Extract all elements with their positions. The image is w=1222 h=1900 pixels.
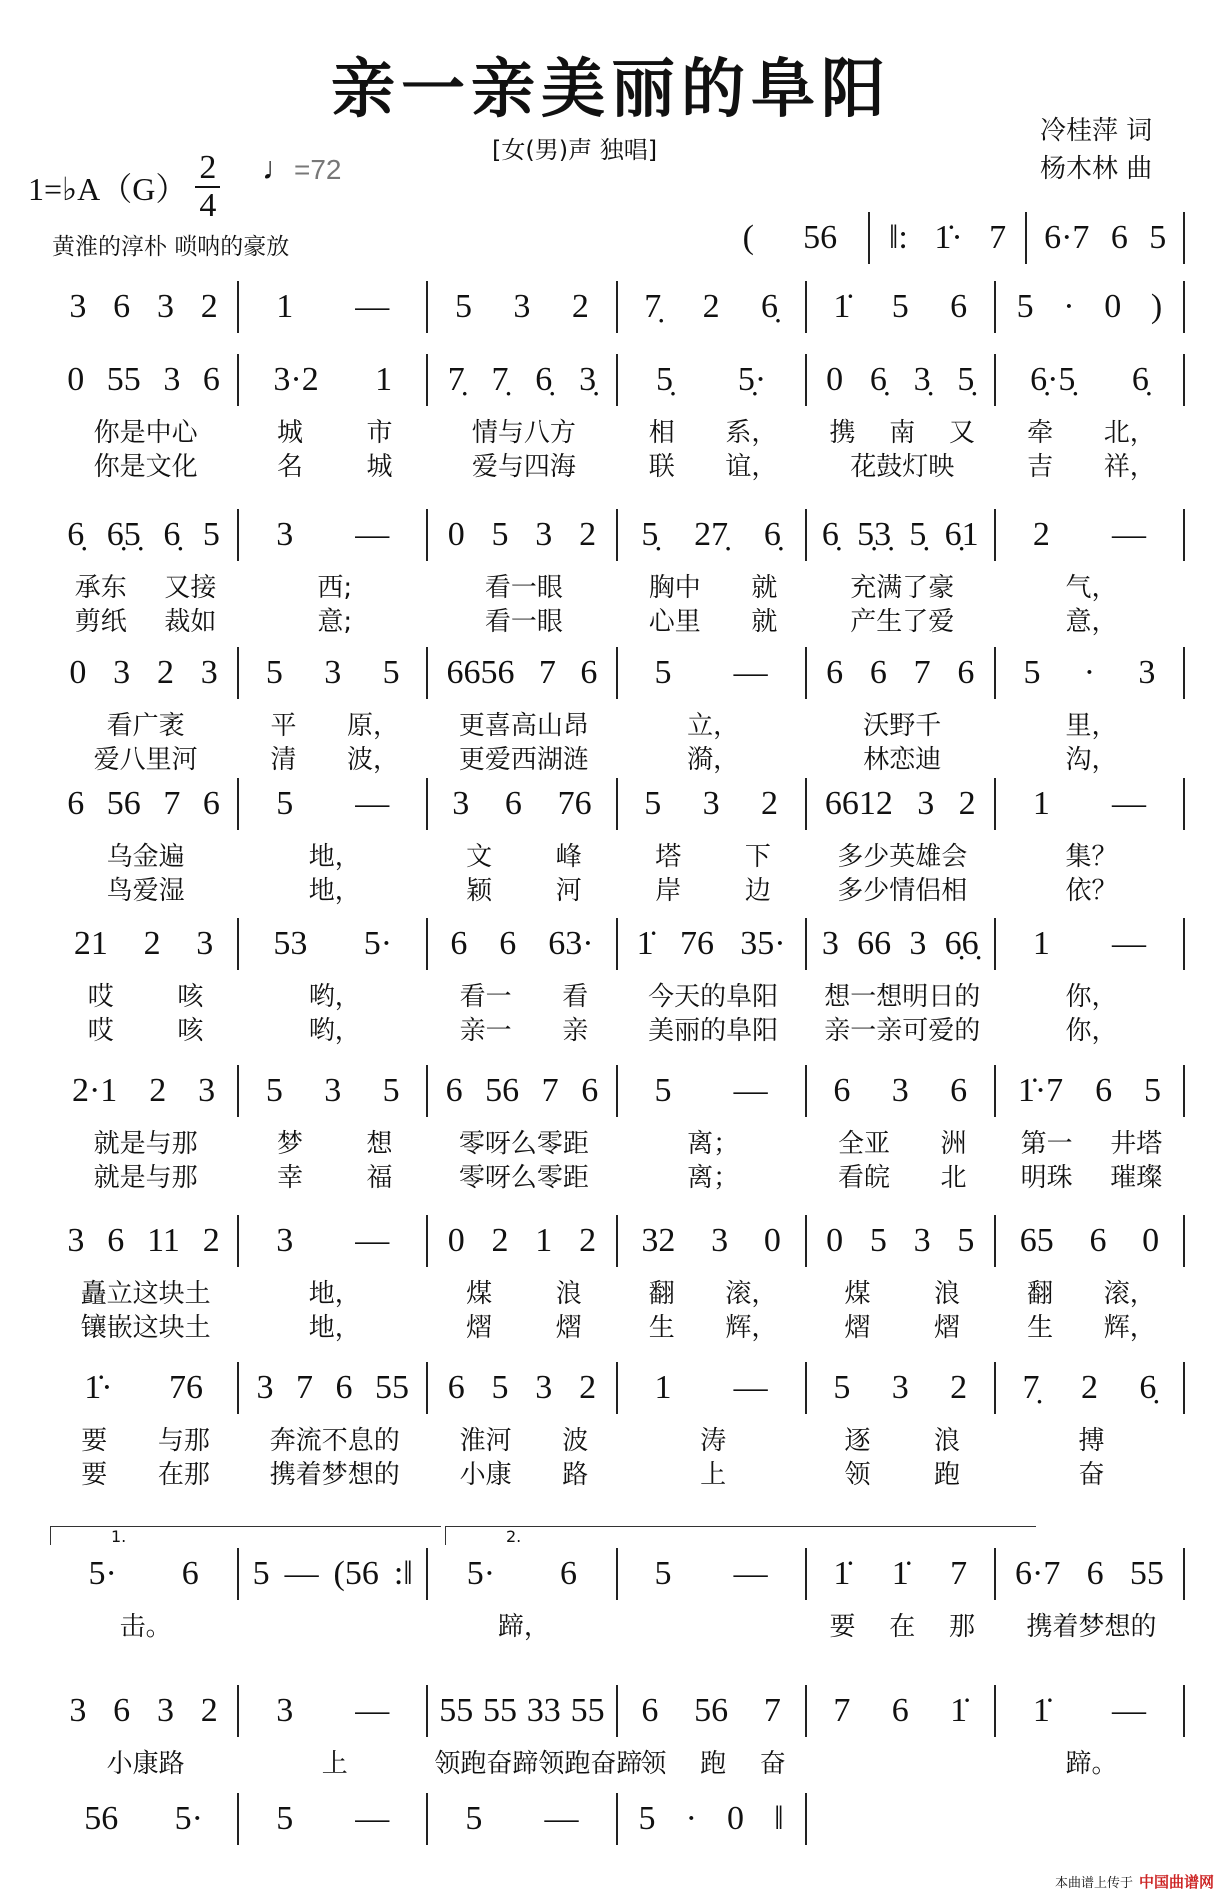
measure (996, 647, 1185, 775)
measure-notes: 0 5 3 5 (807, 1215, 996, 1267)
measure (239, 281, 428, 333)
lyric-verse-1: 携着梦想的 (1026, 1612, 1157, 1642)
score-system (50, 1793, 1185, 1845)
measure-notes: 5 3 2 (618, 778, 807, 830)
measure (712, 212, 870, 264)
measure (50, 1548, 239, 1642)
measure-notes: 5 — (239, 1793, 428, 1845)
measure-notes: 6 6 63· (428, 918, 617, 970)
measure-notes: 65 6 0 (996, 1215, 1185, 1267)
measure-notes: 0 55 3 6 (50, 354, 239, 406)
measure-notes: 6656 7 6 (428, 647, 617, 699)
measure-notes: 2·1 2 3 (50, 1065, 239, 1117)
measure-notes: 53 5· (239, 918, 428, 970)
lyric-verse-2: 携着梦想的 (269, 1460, 400, 1490)
footer-text: 本曲谱上传于 (1054, 1876, 1133, 1891)
measure-notes: 5 — (618, 1065, 807, 1117)
measure-notes: 6 56 7 6 (50, 778, 239, 830)
lyricist: 冷桂萍 词 (1040, 116, 1153, 146)
measure-notes: 7̣ 7̣ 6̣ 3̣ (428, 354, 617, 406)
lyric-verse-1: 要 与那 (81, 1426, 210, 1456)
measure (50, 509, 239, 637)
score-system (50, 647, 1185, 775)
measure (50, 1215, 239, 1343)
lyric-verse-1: 搏 (1078, 1426, 1105, 1456)
lyric-verse-1: 地， (308, 1279, 361, 1309)
measure (618, 1548, 807, 1600)
lyric-verse-2: 颖 河 (466, 876, 582, 906)
lyric-verse-1: 奔流不息的 (269, 1426, 400, 1456)
measure (618, 1793, 807, 1845)
lyric-verse-1: 上 (321, 1749, 348, 1779)
measure (428, 509, 617, 637)
measure-notes: 5 — (618, 647, 807, 699)
lyric-verse-1: 领 跑 奋 (640, 1749, 786, 1779)
measure (996, 918, 1185, 1046)
measure-notes: 1̇ 76 35· (618, 918, 807, 970)
lyric-verse-1: 今天的阜阳 (648, 982, 779, 1012)
lyric-verse-1: 看一 看 (459, 982, 589, 1012)
measure (996, 778, 1185, 906)
lyric-verse-1: 立， (687, 711, 740, 741)
measure-notes (996, 1793, 1185, 1845)
measure-notes: 1 — (618, 1362, 807, 1414)
measure-notes: 0 2 1 2 (428, 1215, 617, 1267)
measure-notes: 3 6 76 (428, 778, 617, 830)
measure-notes: 6̣ 6̣5̣ 6̣ 5 (50, 509, 239, 561)
lyric-verse-1: 携 南 又 (829, 418, 975, 448)
lyric-verse-2: 爱与四海 (471, 452, 576, 482)
measure-notes: 7̣ 2 6̣ (996, 1362, 1185, 1414)
measure (807, 1065, 996, 1193)
measure (239, 1793, 428, 1845)
lyric-verse-2: 奋 (1078, 1460, 1105, 1490)
measure (50, 281, 239, 333)
measure (428, 1065, 617, 1193)
performance-note: [女(男)声 独唱] (492, 136, 658, 164)
lyric-verse-1: 翻 滚， (648, 1279, 778, 1309)
measure (996, 1685, 1185, 1779)
lyric-verse-2: 小康 路 (459, 1460, 589, 1490)
measure-notes: 6 56 7 6 (428, 1065, 617, 1117)
time-bottom: 4 (199, 187, 217, 224)
lyric-verse-1: 乌金遍 (106, 842, 185, 872)
measure-notes: 1̇ 5 6 (807, 281, 996, 333)
measure (50, 778, 239, 906)
lyric-verse-1: 多少英雄会 (837, 842, 968, 872)
lyric-verse-2: 上 (700, 1460, 727, 1490)
score-system (50, 354, 1185, 482)
score-system (50, 1685, 1185, 1779)
lyric-verse-2: 漪， (687, 745, 740, 775)
measure (50, 1685, 239, 1779)
lyric-verse-1: 煤 浪 (844, 1279, 961, 1309)
measure-notes: 1 — (996, 918, 1185, 970)
measure (50, 1793, 239, 1845)
measure (996, 1215, 1185, 1343)
measure-notes: 1̇ — (996, 1685, 1185, 1737)
lyric-verse-1: 地， (308, 842, 361, 872)
lyric-verse-1: 塔 下 (655, 842, 771, 872)
lyric-verse-1: 牵 北， (1027, 418, 1156, 448)
measure (50, 918, 239, 1046)
measure-notes: 3 6 3 2 (50, 1685, 239, 1737)
measure-notes: 5 3 5 (239, 647, 428, 699)
measure-notes: 1̇· 76 (50, 1362, 239, 1414)
lyric-verse-2: 爱八里河 (93, 745, 198, 775)
key-signature (28, 150, 220, 224)
lyric-verse-1: 更喜高山昂 (458, 711, 589, 741)
measure (239, 918, 428, 1046)
lyric-verse-1: 梦 想 (276, 1129, 393, 1159)
lyric-verse-2: 联 谊， (648, 452, 778, 482)
lyric-verse-1: 平 原， (270, 711, 400, 741)
lyric-verse-2: 亲一亲可爱的 (824, 1016, 981, 1046)
measure-notes: 1̇ 1̇ 7 (807, 1548, 996, 1600)
lyric-verse-2: 意; (317, 607, 353, 637)
score-system (50, 1362, 1185, 1490)
score-system (50, 1527, 1185, 1642)
measure (239, 647, 428, 775)
lyric-verse-1: 沃野千 (863, 711, 942, 741)
measure (807, 1215, 996, 1343)
measure (996, 1548, 1185, 1642)
measure (996, 1362, 1185, 1490)
lyric-verse-1: 翻 滚， (1027, 1279, 1156, 1309)
measure (996, 509, 1185, 637)
measure-notes: 3 6 3 2 (50, 281, 239, 333)
measure-notes: 56 5· (50, 1793, 239, 1845)
measure-notes: 3 — (239, 1215, 428, 1267)
measure-notes: 1 — (996, 778, 1185, 830)
lyric-verse-1: 你是中心 (93, 418, 198, 448)
volta1-bracket: 1. (50, 1526, 441, 1545)
lyric-verse-2: 生 辉， (648, 1313, 778, 1343)
lyric-verse-1: 蹄， (497, 1612, 550, 1642)
lyric-verse-1: 看一眼 (484, 573, 563, 603)
lyric-verse-2: 林恋迪 (863, 745, 942, 775)
footer (1055, 1871, 1214, 1892)
lyric-verse-1: 淮河 波 (459, 1426, 589, 1456)
measure-notes: 2 — (996, 509, 1185, 561)
measure (428, 1793, 617, 1845)
measure (428, 281, 617, 333)
measure (807, 1685, 996, 1737)
measure-notes: 5 — (618, 1548, 807, 1600)
measure (996, 1793, 1185, 1845)
lyric-verse-1: 城 市 (276, 418, 393, 448)
measure (807, 647, 996, 775)
lyric-verse-2: 哎 咳 (87, 1016, 204, 1046)
score-system (50, 1215, 1185, 1343)
measure-notes: 5 — (56 :‖ (239, 1548, 428, 1600)
measure-notes: 5 3 2 (807, 1362, 996, 1414)
lyric-verse-1: 西; (317, 573, 353, 603)
lyric-verse-2: 地， (308, 876, 361, 906)
score-system (50, 918, 1185, 1046)
lyric-verse-2: 地， (308, 1313, 361, 1343)
lyric-verse-1: 矗立这块土 (80, 1279, 211, 1309)
volta2-bracket: 2. (445, 1526, 1036, 1545)
measure-notes: 6612 3 2 (807, 778, 996, 830)
composer: 杨木林 曲 (1040, 154, 1153, 184)
measure-notes: 5· 6 (50, 1548, 239, 1600)
lyric-verse-2: 美丽的阜阳 (648, 1016, 779, 1046)
time-top: 2 (195, 150, 220, 188)
measure-notes: 5 · 0 ) (996, 281, 1185, 333)
measure (618, 647, 807, 775)
lyric-verse-2: 剪纸 裁如 (74, 607, 217, 637)
lyric-verse-1: 文 峰 (466, 842, 582, 872)
lyric-verse-2: 你是文化 (93, 452, 198, 482)
measure (618, 1215, 807, 1343)
measure (618, 1685, 807, 1779)
lyric-verse-1: 哎 咳 (87, 982, 204, 1012)
measure (428, 918, 617, 1046)
measure-notes: 6̣·5̣ 6̣ (996, 354, 1185, 406)
lyric-verse-1: 逐 浪 (844, 1426, 961, 1456)
lyric-verse-2: 岸 边 (655, 876, 771, 906)
measure-notes: 32 3 0 (618, 1215, 807, 1267)
lyric-verse-2: 哟， (308, 1016, 361, 1046)
tempo-marking (262, 150, 342, 187)
lyric-verse-1: 哟， (308, 982, 361, 1012)
lyric-verse-1: 相 系， (648, 418, 778, 448)
measure-notes: 6 5 3 2 (428, 1362, 617, 1414)
lyric-verse-2: 多少情侣相 (837, 876, 968, 906)
lyric-verse-2: 更爱西湖涟 (458, 745, 589, 775)
score-system (50, 778, 1185, 906)
measure-notes: 5 3 5 (239, 1065, 428, 1117)
intro-description: 黄淮的淳朴 唢呐的豪放 (52, 234, 290, 260)
measure (428, 778, 617, 906)
measure-notes: 0 5 3 2 (428, 509, 617, 561)
lyric-verse-1: 气， (1065, 573, 1118, 603)
measure-notes: 5̣ 27̣ 6̣ (618, 509, 807, 561)
lyric-verse-1: 蹄。 (1065, 1749, 1118, 1779)
measure-notes: 0 6̣ 3̣ 5̣ (807, 354, 996, 406)
lyric-verse-1: 第一 井塔 (1020, 1129, 1163, 1159)
song-title: 亲一亲美丽的阜阳 (331, 53, 891, 127)
measure (239, 778, 428, 906)
measure (807, 281, 996, 333)
measure (807, 509, 996, 637)
key-text: 1=♭A（G） (28, 171, 188, 207)
lyric-verse-2: 亲一 亲 (459, 1016, 589, 1046)
lyric-verse-2: 意， (1065, 607, 1118, 637)
measure-notes: 6 6 7 6 (807, 647, 996, 699)
measure (428, 647, 617, 775)
lyric-verse-1: 击。 (119, 1612, 172, 1642)
lyric-verse-1: 想一想明日的 (824, 982, 981, 1012)
measure-notes: 5· 6 (428, 1548, 617, 1600)
measure (239, 1685, 428, 1779)
lyric-verse-2: 花鼓灯映 (850, 452, 955, 482)
measure (618, 778, 807, 906)
lyric-verse-2: 零呀么零距 (458, 1163, 589, 1193)
measure-notes: 1̇·7 6 5 (996, 1065, 1185, 1117)
measure (239, 509, 428, 637)
lyric-verse-1: 全亚 洲 (837, 1129, 967, 1159)
measure-notes: 21 2 3 (50, 918, 239, 970)
measure-notes: 3 7 6 55 (239, 1362, 428, 1414)
measure (428, 1685, 643, 1779)
measure (1027, 212, 1185, 264)
measure (807, 1548, 996, 1642)
time-signature (195, 150, 220, 224)
tempo-value: =72 (294, 154, 342, 185)
lyric-verse-2: 看皖 北 (837, 1163, 967, 1193)
measure (618, 918, 807, 1046)
lyric-verse-2: 依？ (1065, 876, 1118, 906)
measure-notes: 5 — (428, 1793, 617, 1845)
measure (618, 1065, 807, 1193)
lyric-verse-2: 心里 就 (648, 607, 778, 637)
measure (428, 354, 617, 482)
measure (50, 647, 239, 775)
measure-notes: 6̣ 5̣3̣ 5̣ 6̣1 (807, 509, 996, 561)
measure-notes: 3 — (239, 509, 428, 561)
lyric-verse-2: 你， (1065, 1016, 1118, 1046)
measure (870, 212, 1028, 264)
measure (807, 918, 996, 1046)
lyric-verse-1: 胸中 就 (648, 573, 778, 603)
measure (239, 1362, 428, 1490)
measure-notes: 1 — (239, 281, 428, 333)
lyric-verse-2: 熠 熠 (466, 1313, 582, 1343)
lyric-verse-2: 离； (687, 1163, 740, 1193)
measure-notes: 5 3 2 (428, 281, 617, 333)
lyric-verse-2: 清 波， (270, 745, 400, 775)
lyric-verse-1: 看广袤 (106, 711, 185, 741)
lyric-verse-2: 明珠 璀璨 (1020, 1163, 1163, 1193)
measure (996, 354, 1185, 482)
lyric-verse-1: 涛 (700, 1426, 727, 1456)
lyric-verse-1: 煤 浪 (466, 1279, 582, 1309)
lyric-verse-2: 吉 祥， (1027, 452, 1156, 482)
measure-notes (807, 1793, 996, 1845)
credits (1040, 112, 1152, 188)
site-logo: 中国曲谱网 (1138, 1873, 1214, 1891)
lyric-verse-1: 集？ (1065, 842, 1118, 872)
lyric-verse-1: 你， (1065, 982, 1118, 1012)
measure-notes: 6·7 6 55 (996, 1548, 1185, 1600)
measure-notes: 6 3 6 (807, 1065, 996, 1117)
measure (996, 1065, 1185, 1193)
lyric-verse-2: 就是与那 (93, 1163, 198, 1193)
lyric-verse-2: 领 跑 (844, 1460, 961, 1490)
lyric-verse-1: 要 在 那 (829, 1612, 975, 1642)
score-system (712, 212, 1185, 264)
measure (50, 1362, 239, 1490)
measure-notes: 5 · 3 (996, 647, 1185, 699)
measure-notes: ( 56 (712, 212, 870, 264)
measure (428, 1548, 617, 1642)
lyric-verse-2: 沟， (1065, 745, 1118, 775)
measure-notes: 3 — (239, 1685, 428, 1737)
lyric-verse-1: 里， (1065, 711, 1118, 741)
measure (428, 1362, 617, 1490)
measure-notes: 5̣ 5̣· (618, 354, 807, 406)
lyric-verse-2: 产生了爱 (850, 607, 955, 637)
measure (239, 1215, 428, 1343)
measure-notes: 55 55 33 55 (428, 1685, 617, 1737)
measure-notes: 7 6 1̇ (807, 1685, 996, 1737)
score-system (50, 281, 1185, 333)
measure-notes: 0 3 2 3 (50, 647, 239, 699)
lyric-verse-1: 承东 又接 (74, 573, 217, 603)
lyric-verse-1: 小康路 (106, 1749, 185, 1779)
lyric-verse-1: 就是与那 (93, 1129, 198, 1159)
measure-notes: 5 — (239, 778, 428, 830)
lyric-verse-2: 镶嵌这块土 (80, 1313, 211, 1343)
measure-notes: 5 · 0 ‖ (618, 1793, 807, 1845)
measure (807, 354, 996, 482)
measure (239, 1065, 428, 1193)
measure (618, 281, 807, 333)
lyric-verse-2: 鸟爱湿 (106, 876, 185, 906)
measure-notes: ‖: 1̇· 7 (870, 212, 1028, 264)
score-system (50, 1065, 1185, 1193)
measure (618, 354, 807, 482)
lyric-verse-2: 熠 熠 (844, 1313, 961, 1343)
measure (50, 1065, 239, 1193)
measure (618, 1362, 807, 1490)
score-system (50, 509, 1185, 637)
measure-notes: 6 56 7 (618, 1685, 807, 1737)
lyric-verse-2: 看一眼 (484, 607, 563, 637)
measure-notes: 3·2 1 (239, 354, 428, 406)
lyric-verse-2: 生 辉， (1027, 1313, 1156, 1343)
lyric-verse-1: 领跑奋蹄领跑奋蹄 (434, 1749, 643, 1779)
measure (996, 281, 1185, 333)
quarter-note-icon: ♩ (262, 150, 294, 186)
lyric-verse-2: 要 在那 (81, 1460, 210, 1490)
measure (807, 1362, 996, 1490)
measure-notes: 6·7 6 5 (1027, 212, 1185, 264)
lyric-verse-2: 名 城 (276, 452, 393, 482)
measure (50, 354, 239, 482)
measure-notes: 7̣ 2 6̣ (618, 281, 807, 333)
measure (618, 509, 807, 637)
measure (807, 778, 996, 906)
lyric-verse-1: 情与八方 (471, 418, 576, 448)
lyric-verse-1: 零呀么零距 (458, 1129, 589, 1159)
measure-notes: 3 6 11 2 (50, 1215, 239, 1267)
measure (239, 1548, 428, 1600)
lyric-verse-1: 充满了豪 (850, 573, 955, 603)
measure (807, 1793, 996, 1845)
measure (239, 354, 428, 482)
lyric-verse-2: 幸 福 (276, 1163, 393, 1193)
measure (428, 1215, 617, 1343)
lyric-verse-1: 离； (687, 1129, 740, 1159)
measure-notes: 3 66 3 6̣6̣ (807, 918, 996, 970)
